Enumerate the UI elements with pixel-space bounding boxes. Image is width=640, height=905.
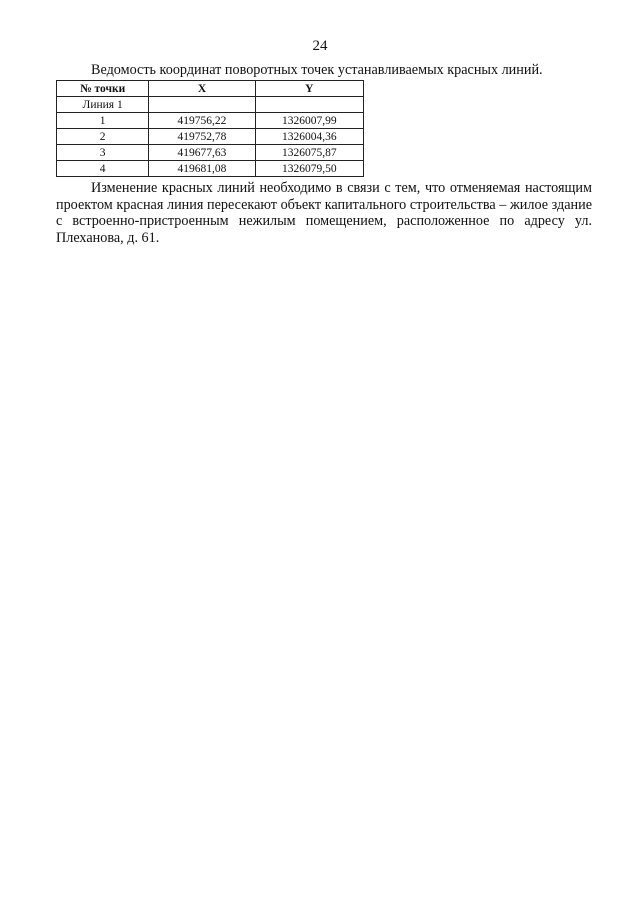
page-number: 24 bbox=[312, 38, 328, 54]
point-number-cell: 2 bbox=[57, 129, 149, 145]
point-number-cell: 4 bbox=[57, 161, 149, 177]
table-row bbox=[57, 145, 364, 161]
empty-cell bbox=[149, 97, 255, 113]
x-coordinate-cell: 419752,78 bbox=[149, 129, 255, 145]
table-row bbox=[57, 161, 364, 177]
y-coordinate-cell: 1326004,36 bbox=[255, 129, 363, 145]
empty-cell bbox=[255, 97, 363, 113]
table-caption: Ведомость координат поворотных точек устанавливаемых красных линий. bbox=[91, 62, 543, 78]
header-x: X bbox=[149, 81, 255, 97]
x-coordinate-cell: 419677,63 bbox=[149, 145, 255, 161]
table-row bbox=[57, 129, 364, 145]
point-number-cell: 1 bbox=[57, 113, 149, 129]
y-coordinate-cell: 1326007,99 bbox=[255, 113, 363, 129]
table-header-row bbox=[57, 81, 364, 97]
table-group-row bbox=[57, 97, 364, 113]
coordinates-table bbox=[56, 80, 364, 177]
body-paragraph: Изменение красных линий необходимо в связи с тем, что отменяемая настоящим проектом красная линия пересекают объект капитального строительства – жилое здание с встроенно-пристроенным нежилым помещением, расположенное по адресу ул. Плеханова, д. 61. bbox=[56, 180, 592, 246]
y-coordinate-cell: 1326075,87 bbox=[255, 145, 363, 161]
header-y: Y bbox=[255, 81, 363, 97]
x-coordinate-cell: 419756,22 bbox=[149, 113, 255, 129]
y-coordinate-cell: 1326079,50 bbox=[255, 161, 363, 177]
group-label-line-1: Линия 1 bbox=[57, 97, 149, 113]
x-coordinate-cell: 419681,08 bbox=[149, 161, 255, 177]
header-point-number: № точки bbox=[57, 81, 149, 97]
table-row bbox=[57, 113, 364, 129]
point-number-cell: 3 bbox=[57, 145, 149, 161]
